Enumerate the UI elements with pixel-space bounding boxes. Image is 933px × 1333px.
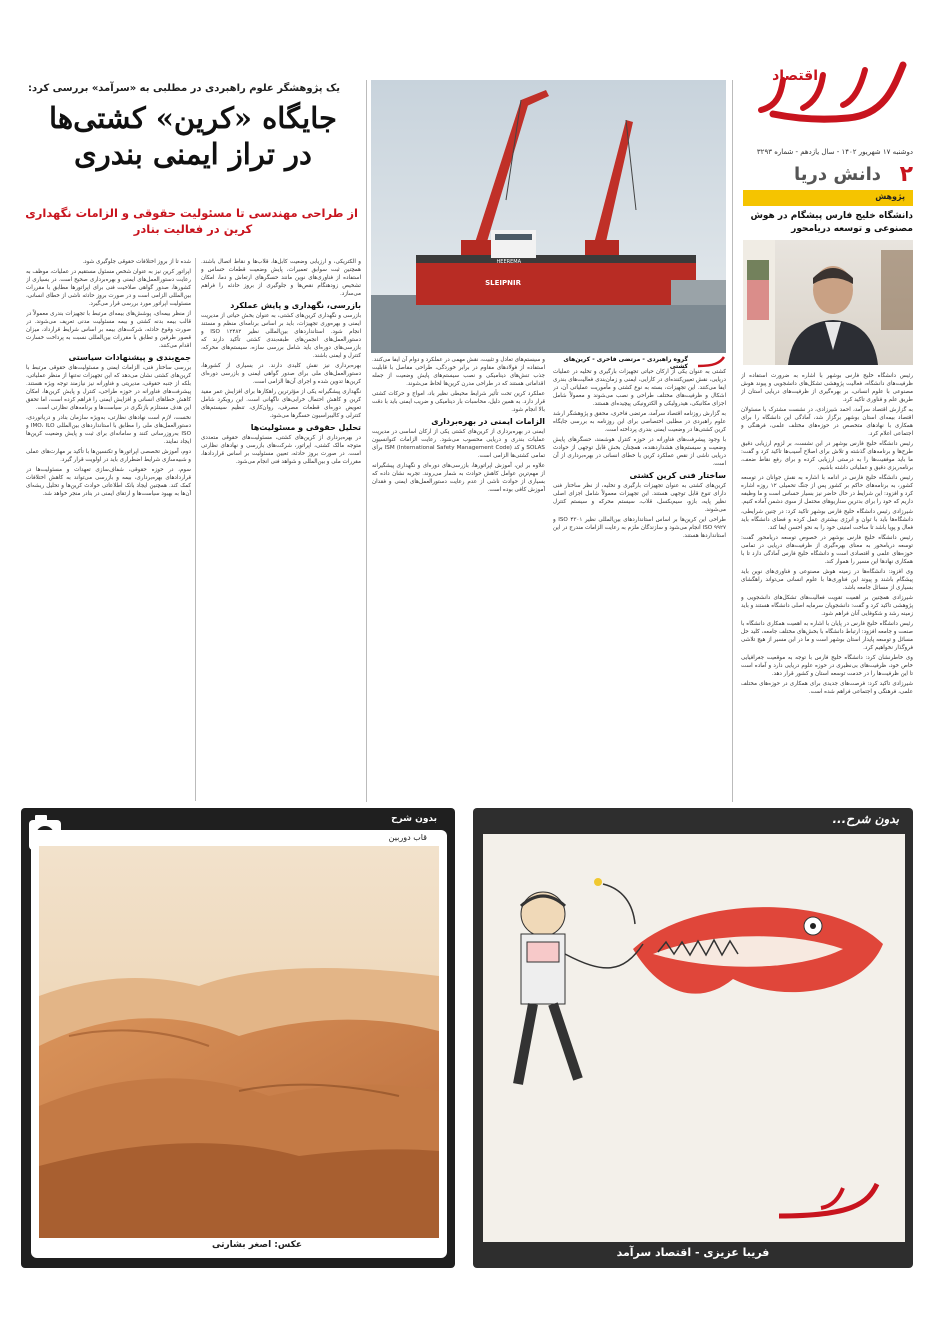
column-divider	[366, 80, 367, 802]
desert-image	[39, 846, 439, 1238]
title-line: در تراز ایمنی بندری	[74, 137, 312, 171]
column-divider	[732, 80, 733, 802]
article-title	[28, 100, 358, 172]
article-paragraph: نگهداری پیشگیرانه یکی از مؤثرترین راهکارها برای افزایش عمر مفید کرین و کاهش احتمال خرابی‌های ناگهانی است. این رویکرد شامل تعویض دوره‌ای قطعات مصرفی، روان‌کاری، تنظیم سیستم‌های کنترلی و کالیبراسیون حسگرها می‌شود.	[201, 389, 361, 419]
logo-subtext: اقتصاد	[772, 68, 818, 84]
section-heading: جمع‌بندی و پیشنهادات سیاستی	[68, 353, 191, 362]
article-paragraph: از منظر بیمه‌ای، پوشش‌های بیمه‌ای مرتبط با تجهیزات بندری معمولاً در قالب بیمه بدنه کشتی و بیمه مسئولیت مدنی تعریف می‌شوند. در صورت وقوع حادثه، شرکت‌های بیمه بر اساس شرایط قرارداد، میزان قصور طرفین و تطابق با مقررات بین‌المللی نسبت به پرداخت خسارت اقدام می‌کنند.	[26, 311, 191, 349]
article-paragraph: عملکرد کرین تحت تأثیر شرایط محیطی نظیر باد، امواج و حرکات کشتی قرار دارد. به همین دلیل، محاسبات بار دینامیکی و ضریب ایمنی باید با دقت بالا انجام شود.	[372, 391, 545, 413]
ship-brand: HEEREMA	[496, 259, 521, 265]
section-heading: الزامات ایمنی در بهره‌برداری	[431, 417, 545, 426]
sidebar-headline: دانشگاه خلیج فارس پیشگام در هوش مصنوعی و توسعه دریامحور	[750, 211, 913, 234]
subtitle-line: کرین در فعالیت بنادر	[133, 222, 253, 236]
article-paragraph: شده تا از بروز اختلافات حقوقی جلوگیری شود.	[82, 259, 191, 265]
sidebar-paragraph: وی خاطرنشان کرد: دانشگاه خلیج فارس با توجه به موقعیت جغرافیایی خاص خود، ظرفیت‌های بی‌نظیری در حوزه علوم دریایی دارد و آماده است تا این ظرفیت‌ها را در خدمت توسعه استان و کشور قرار دهد.	[741, 655, 913, 677]
cartoon-credit: فریبا عزیزی - اقتصاد سرآمد	[616, 1246, 770, 1259]
article-byline: گروه راهبردی - مرتضی فاخری - کرین‌های کشتی	[563, 356, 688, 370]
article-paragraph: و سیستم‌های تعادل و تثبیت، نقش مهمی در عملکرد و دوام آن ایفا می‌کنند. استفاده از فولادهای مقاوم در برابر خوردگی، طراحی مفاصل با قابلیت جذب تنش‌های دینامیکی و نصب سیستم‌های پایش وضعیت از جمله اقداماتی هستند که در طراحی مدرن کرین‌ها لحاظ می‌شوند.	[372, 357, 545, 387]
article-paragraph: و الکتریکی، و ارزیابی وضعیت کابل‌ها، قلاب‌ها و نقاط اتصال باشند. همچنین ثبت سوابق تعمیرات، پایش وضعیت قطعات حساس و استفاده از فناوری‌های نوین مانند حسگرهای ارتعاش و دما، امکان تشخیص زودهنگام نقص‌ها و جلوگیری از بروز حادثه را فراهم می‌سازد.	[201, 259, 361, 297]
article-column-1	[553, 368, 726, 718]
article-paragraph: نخست، لازم است نهادهای نظارتی، به‌ویژه سازمان بنادر و دریانوردی، دستورالعمل‌های ملی را مطابق با استانداردهای بین‌المللی IMO، ILO و ISO به‌روزرسانی کنند و سامانه‌ای برای ثبت و پایش وضعیت کرین‌ها ایجاد نمایند.	[26, 415, 191, 445]
article-paragraph: بررسی ساختار فنی، الزامات ایمنی و مسئولیت‌های حقوقی مرتبط با کرین‌های کشتی نشان می‌دهد که این تجهیزات نه‌تنها از منظر عملیاتی، بلکه از جنبه حقوقی، مدیریتی و فناورانه نیز نیازمند توجه ویژه هستند. پیشرفت‌های فناورانه در حوزه طراحی، کنترل و پایش کرین‌ها، امکان کاهش خطاهای انسانی و افزایش ایمنی را فراهم کرده است، اما تحقق این هدف مستلزم بازنگری در سیاست‌ها و برنامه‌های نظارتی است.	[26, 365, 191, 411]
cartoon-label: بدون شرح...	[832, 812, 899, 826]
ship-name: SLEIPNIR	[485, 279, 521, 287]
sidebar-paragraph: شیرزادی رئیس دانشگاه خلیج فارس بوشهر تاکید کرد: در چنین شرایطی، دانشگاه‌ها باید با توان و انرژی بیشتری عمل کرده و فضای دانشگاه باید فعال و پویا باشد تا ساخت امنیتی خود را به نحو احسن ایفا کند.	[741, 509, 913, 531]
sidebar-paragraph: شیرزادی همچنین بر اهمیت تقویت فعالیت‌های تشکل‌های دانشجویی و پژوهشی تاکید کرد و گفت: دانشجویان سرمایه اصلی دانشگاه هستند و باید زمینه رشد و شکوفایی آنان فراهم شود.	[741, 595, 913, 617]
masthead	[743, 30, 913, 220]
article-column-4	[26, 258, 191, 801]
article-paragraph: سوم، در حوزه حقوقی، شفاف‌سازی تعهدات و مسئولیت‌ها در قراردادهای بهره‌برداری، بیمه و بازرسی می‌تواند به کاهش اختلافات کمک کند. همچنین ایجاد بانک اطلاعاتی حوادث کرین‌ها و تحلیل ریشه‌ای آن‌ها به بهبود سیاست‌ها و ارتقای ایمنی در بنادر منجر خواهد شد.	[26, 467, 191, 497]
article-paragraph: بازرسی و نگهداری کرین‌های کشتی، به عنوان بخش حیاتی از مدیریت ایمنی و بهره‌وری تجهیزات، باید بر اساس برنامه‌ای منظم و مستند انجام شود. استانداردهای بین‌المللی نظیر ISO ۱۲۴۸۲ و دستورالعمل‌های انجمن‌های طبقه‌بندی کشتی تأکید دارند که بازرسی‌های دوره‌ای باید شامل بررسی سازه، سیستم‌های محرکه، کنترل و ایمنی باشند.	[201, 313, 361, 359]
section-heading: تحلیل حقوقی و مسئولیت‌ها	[250, 423, 361, 432]
byline-logo	[694, 354, 726, 368]
sidebar-paragraph: شیرزادی تاکید کرد: فرصت‌های جدیدی برای همکاری در حوزه‌های مختلف علمی، فرهنگی و اجتماعی فراهم شده است.	[741, 681, 913, 695]
sidebar-paragraph: به گزارش اقتصاد سرآمد، احمد شیرزادی، در نشست مشترک با مسئولان اقتصاد بیمه‌ای استان بوشهر برگزار شد، آمادگی این دانشگاه را برای همکاری با نهادهای متخصص در حوزه‌های مختلف علمی، فرهنگی و اجتماعی اعلام کرد.	[741, 407, 913, 437]
section-heading: ساختار فنی کرین کشتی	[629, 471, 726, 480]
section-row	[743, 162, 913, 186]
desert-photo	[39, 846, 439, 1238]
ship-image	[371, 80, 726, 353]
masthead-logo	[743, 50, 913, 140]
article-kicker: یک پژوهشگر علوم راهبردی در مطلبی به «سرآمد» بررسی کرد:	[28, 83, 341, 94]
article-paragraph: کرین‌های کشتی به عنوان تجهیزات بارگیری و تخلیه، از نظر ساختار فنی دارای تنوع قابل توجهی هستند. این تجهیزات معمولاً شامل اجزای اصلی نظیر پایه، بازو، سیم‌بکسل، قلاب، سیستم محرکه و سیستم کنترل می‌شوند.	[553, 483, 726, 513]
photo-credit: عکس: اصغر بشارتی	[211, 1240, 302, 1250]
cartoon-brand	[773, 1178, 883, 1228]
article-column-3	[201, 258, 361, 801]
cartoon-box	[473, 808, 913, 1268]
sidebar-photo	[743, 240, 913, 365]
date-line: دوشنبه ۱۷ شهریور ۱۴۰۲ - سال یازدهم - شماره ۳۲۹۳	[756, 148, 913, 156]
section-title: دانش دریا	[794, 164, 881, 185]
subtitle-line: از طراحی مهندسی تا مسئولیت حقوقی و الزامات نگهداری	[25, 206, 358, 220]
photo-frame	[31, 830, 447, 1258]
article-paragraph: بهره‌برداری نیز نقش کلیدی دارند. در بسیاری از کشورها، دستورالعمل‌های ملی برای صدور گواهی ایمنی و بازرسی دوره‌ای کرین‌ها تدوین شده و اجرای آن‌ها الزامی است.	[201, 363, 361, 385]
logo-mark-icon	[694, 355, 726, 369]
article-paragraph: کشتی به عنوان یکی از ارکان حیاتی تجهیزات بارگیری و تخلیه در عملیات دریایی، نقش تعیین‌کننده‌ای در کارایی، ایمنی و زمان‌بندی فعالیت‌های بندری ایفا می‌کنند. این تجهیزات، بسته به نوع کشتی و مأموریت عملیاتی آن، در اشکال و ظرفیت‌های مختلف طراحی و نصب می‌شوند و معمولاً شامل اجزای مکانیکی، هیدرولیکی و الکترونیکی پیچیده‌ای هستند.	[553, 369, 726, 407]
column-divider	[195, 258, 196, 801]
article-paragraph: طراحی این کرین‌ها بر اساس استانداردهای بین‌المللی نظیر ISO ۴۳۰۱ و ISO ۹۹۲۷ انجام می‌شود و سازندگان ملزم به رعایت الزامات مندرج در این استانداردها هستند.	[553, 517, 726, 539]
logo-graphic	[773, 1178, 883, 1228]
photo-caption: قاب دوربین	[388, 833, 427, 842]
sidebar-paragraph: رئیس دانشگاه خلیج فارس بوشهر در خصوص توسعه دریامحور گفت: توسعه دریامحور به معنای بهره‌گیری از ظرفیت‌های دریایی در تمامی حوزه‌های علمی و اقتصادی است و دانشگاه خلیج فارس آمادگی دارد تا با همکاری نهادها این مسیر را هموار کند.	[741, 535, 913, 565]
sidebar-body	[741, 372, 913, 792]
article-subtitle	[25, 205, 358, 237]
ship-photo	[371, 80, 726, 353]
badge-label: پژوهش	[875, 192, 905, 201]
article-paragraph: با وجود پیشرفت‌های فناورانه در حوزه کنترل هوشمند، حسگرهای پایش وضعیت و سیستم‌های هشداردهنده، همچنان بخش قابل توجهی از حوادث دریایی ناشی از نقص عملکرد کرین یا خطای انسانی در بهره‌برداری از آن است.	[553, 437, 726, 467]
article-paragraph: ایمنی در بهره‌برداری از کرین‌های کشتی یکی از ارکان اساسی در مدیریت عملیات بندری و دریایی محسوب می‌شود. رعایت الزامات کنوانسیون SOLAS و کد ISM (International Safety Management Code) برای تمامی کشتی‌ها الزامی است.	[372, 429, 545, 459]
section-heading: بازرسی، نگهداری و پایش عملکرد	[230, 301, 361, 310]
page-number: ۲	[899, 162, 913, 187]
title-line: جایگاه «کرین» کشتی‌ها	[48, 101, 337, 135]
section-badge	[743, 190, 913, 206]
article-column-2	[372, 356, 545, 801]
sidebar-paragraph: وی افزود: دانشگاه‌ها در زمینه هوش مصنوعی و فناوری‌های نوین باید پیشگام باشند و پیوند این فناوری‌ها با علوم انسانی می‌تواند راهگشای بسیاری از مسائل جامعه باشد.	[741, 569, 913, 591]
article-paragraph: علاوه بر این، آموزش اپراتورها، بازرسی‌های دوره‌ای و نگهداری پیشگیرانه از مهم‌ترین عوامل کاهش حوادث به شمار می‌روند. تجربه نشان داده که بسیاری از حوادث ناشی از عدم رعایت دستورالعمل‌های ایمنی و فقدان آموزش کافی بوده است.	[372, 463, 545, 493]
portrait-image	[743, 240, 913, 365]
sidebar-paragraph: رئیس دانشگاه خلیج فارس در پایان با اشاره به اهمیت همکاری دانشگاه با صنعت و جامعه افزود: ارتباط دانشگاه با بخش‌های مختلف جامعه، کلید حل مسائل و توسعه پایدار استان بوشهر است و ما در این مسیر از هیچ تلاشی فروگذار نخواهیم کرد.	[741, 621, 913, 651]
sidebar-paragraph: رئیس دانشگاه خلیج فارس بوشهر در این نشست، بر لزوم ارزیابی دقیق طرح‌ها و برنامه‌های گذشته و تلاش برای اصلاح آسیب‌ها تاکید کرد و گفت: ما باید موفقیت‌ها را به درستی ارزیابی کرده و برای رفع نقاط ضعف، برنامه‌ریزی دقیق و عملیاتی داشته باشیم.	[741, 441, 913, 471]
article-paragraph: اپراتور کرین نیز به عنوان شخص مسئول مستقیم در عملیات، موظف به رعایت دستورالعمل‌های ایمنی و بهره‌برداری صحیح است. در بسیاری از کشورها، صدور گواهی صلاحیت فنی برای اپراتورها مطابق با مقررات بین‌المللی الزامی است و در صورت بروز حادثه ناشی از خطای انسانی، مسئولیت اپراتور مورد بررسی قرار می‌گیرد.	[26, 269, 191, 307]
article-paragraph: به گزارش روزنامه اقتصاد سرآمد، مرتضی فاخری، محقق و پژوهشگر ارشد علوم راهبردی در مطلبی اختصاصی برای این روزنامه به بررسی جایگاه کرین کشتی‌ها در وضعیت ایمنی بندری پرداخته است.	[553, 411, 726, 433]
sidebar-paragraph: رئیس دانشگاه خلیج فارس بوشهر با اشاره به ضرورت استفاده از ظرفیت‌های دانشگاه، فعالیت پژوهشی تشکل‌های دانشجویی و پیوند هوش مصنوعی با علوم انسانی، بر بهره‌گیری از ظرفیت‌های دریایی استان از طریق علم و فناوری تاکید کرد.	[741, 373, 913, 403]
sidebar-paragraph: رئیس دانشگاه خلیج فارس در ادامه با اشاره به نقش جوانان در توسعه کشور، به برنامه‌های حاکم بر کشور پس از جنگ تحمیلی ۱۲ روزه اشاره کرد و افزود: این شرایط در حال حاضر نیز بسیار حساس است و ما وظیفه داریم که خود را برای بدترین سناریوهای محتمل از سوی دشمن آماده کنیم.	[741, 475, 913, 505]
photo-box	[21, 808, 455, 1268]
article-paragraph: دوم، آموزش تخصصی اپراتورها و تکنسین‌ها با تأکید بر مهارت‌های عملی و شبیه‌سازی شرایط اضطراری باید در اولویت قرار گیرد.	[26, 449, 191, 463]
article-paragraph: در بهره‌برداری از کرین‌های کشتی، مسئولیت‌های حقوقی متعددی متوجه مالک کشتی، اپراتور، شرکت‌های بازرسی و نهادهای نظارتی است. در صورت بروز حادثه، تعیین مسئولیت بر اساس قراردادها، مقررات ملی و بین‌المللی و شواهد فنی انجام می‌شود.	[201, 435, 361, 465]
photo-label: بدون شرح	[391, 814, 437, 824]
